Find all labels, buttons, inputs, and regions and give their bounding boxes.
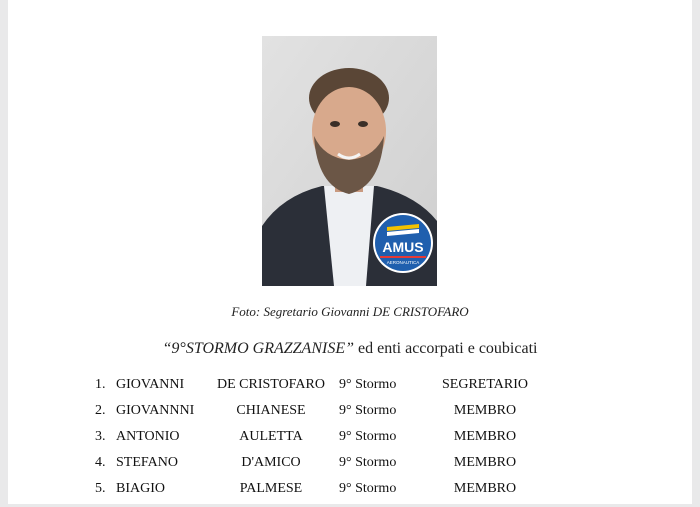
member-number: 1. [95,377,106,392]
member-unit: 9° Stormo [339,429,397,444]
member-role: MEMBRO [453,481,517,496]
member-unit: 9° Stormo [339,377,397,392]
amus-logo [372,212,434,274]
list-item [8,481,692,507]
member-number: 3. [95,429,106,444]
member-first-name: BIAGIO [116,481,165,496]
member-role: MEMBRO [453,455,517,470]
list-item [8,403,692,429]
member-unit: 9° Stormo [339,481,397,496]
portrait-photo [262,36,437,286]
member-first-name: GIOVANNI [116,377,185,392]
document-page [8,0,692,504]
list-item [8,455,692,481]
member-number: 2. [95,403,106,418]
member-first-name: ANTONIO [116,429,180,444]
member-first-name: GIOVANNNI [116,403,195,418]
member-last-name: AULETTA [239,429,303,444]
member-last-name: DE CRISTOFARO [216,377,325,392]
member-number: 5. [95,481,106,496]
logo-text: AMUS [382,239,424,255]
member-role: MEMBRO [453,403,517,418]
heading-rest: ed enti accorpati e coubicati [354,340,538,357]
heading-quoted: “9°STORMO GRAZZANISE” [162,340,354,357]
list-item [8,429,692,455]
member-number: 4. [95,455,106,470]
member-role: MEMBRO [453,429,517,444]
list-item [8,377,692,403]
photo-caption: Foto: Segretario Giovanni DE CRISTOFARO [231,304,469,319]
member-unit: 9° Stormo [339,403,397,418]
member-last-name: CHIANESE [236,403,306,418]
member-last-name: PALMESE [239,481,303,496]
member-unit: 9° Stormo [339,455,397,470]
member-last-name: D'AMICO [241,455,301,470]
member-first-name: STEFANO [116,455,178,470]
member-role: SEGRETARIO [442,377,528,392]
member-list [8,377,692,507]
section-heading [8,340,692,358]
logo-subtext: AERONAUTICA [386,260,420,265]
